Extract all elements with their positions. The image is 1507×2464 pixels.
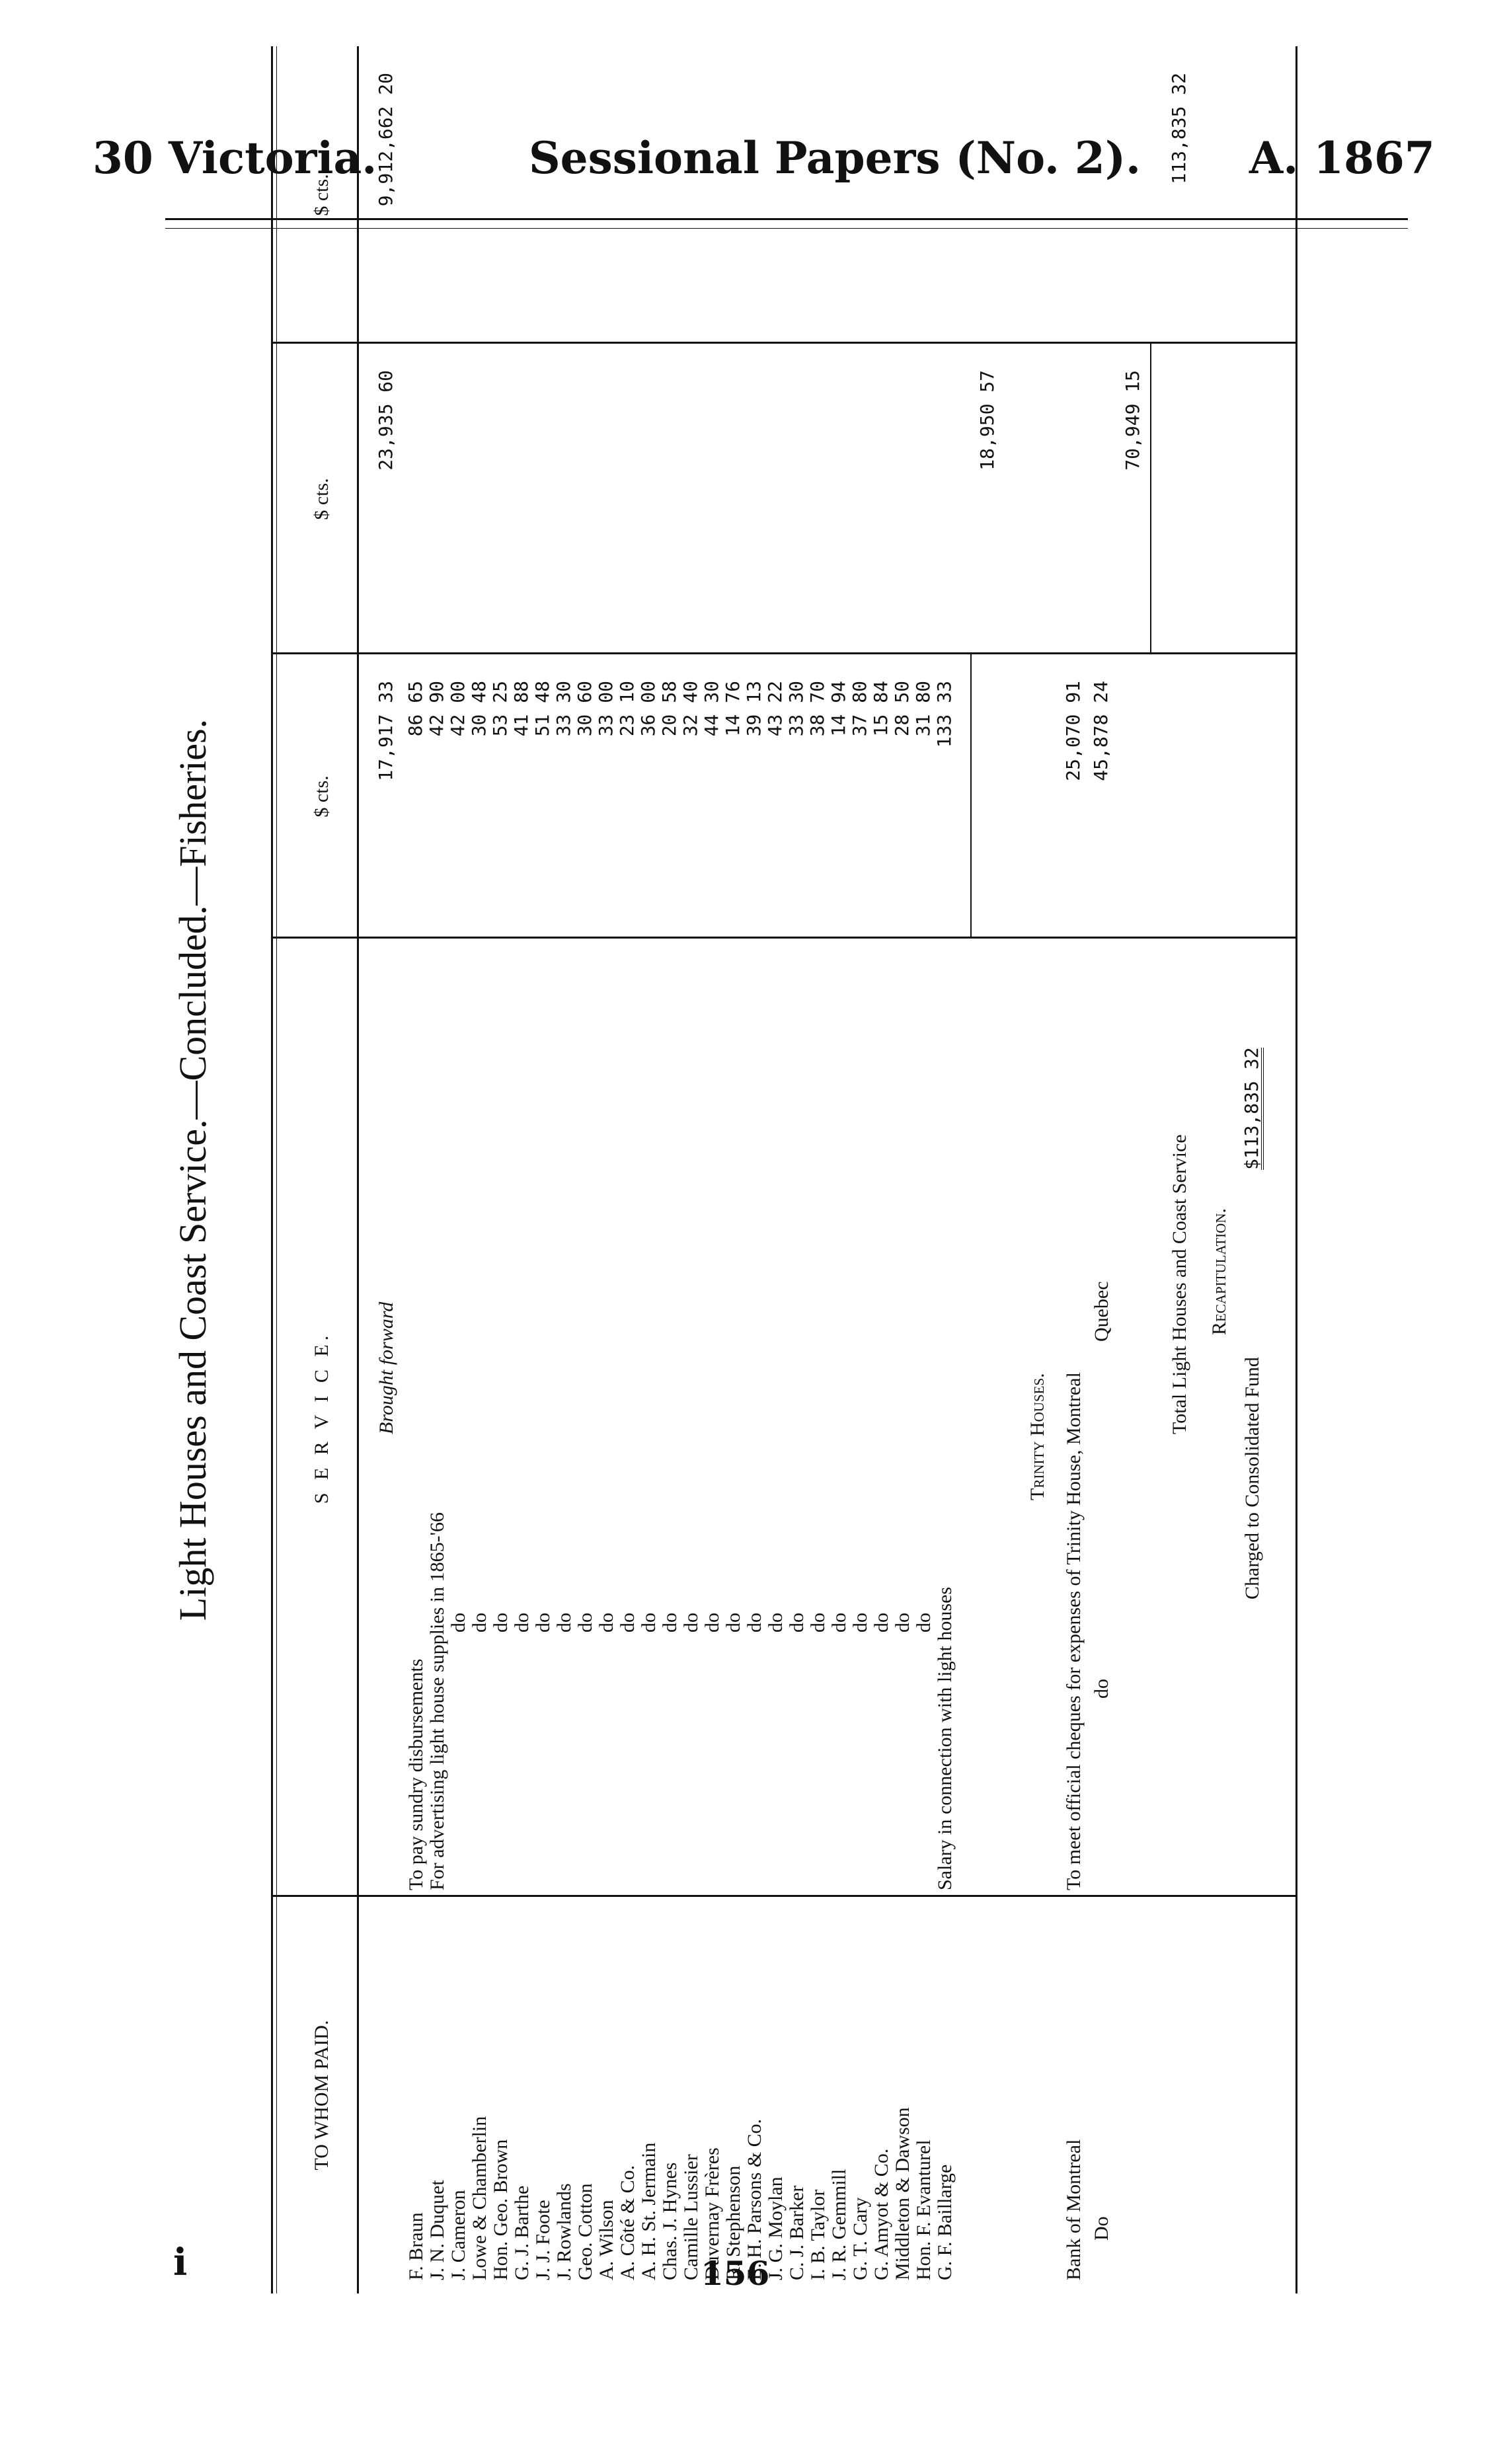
row-amount: 51 48 [531, 681, 553, 737]
row-paid: Middleton & Dawson [892, 2107, 913, 2280]
col-divider-4 [271, 342, 1295, 344]
row-service: do [638, 1613, 660, 1633]
row-amount: 33 30 [553, 681, 574, 737]
row-paid: R. Stephenson [722, 2165, 744, 2280]
row-amount: 14 76 [722, 681, 744, 737]
page-mark-left: i [173, 2241, 188, 2284]
row-service: do [574, 1613, 596, 1633]
row-paid: Lowe & Chamberlin [469, 2116, 490, 2280]
table-top-rule [271, 46, 273, 2293]
row-paid: J. Cameron [447, 2190, 469, 2280]
column-header-rule [357, 46, 359, 2293]
row-amount: 20 58 [658, 681, 680, 737]
row-paid: Hon. F. Evanturel [913, 2139, 935, 2280]
row-paid: A. H. St. Jermain [638, 2142, 660, 2280]
row-paid: J. J. Foote [532, 2200, 554, 2280]
row-paid: G. T. Cary [849, 2197, 871, 2280]
table-top-rule-2 [276, 46, 277, 2293]
row-paid: J. Rowlands [553, 2183, 575, 2280]
brought-forward-v2: 23,935 60 [375, 370, 397, 471]
row-paid: J. R. Gemmill [828, 2169, 850, 2280]
trinity-service-2: do Quebec [1091, 1281, 1112, 1699]
row-service: do [532, 1613, 554, 1633]
row-service: do [786, 1613, 808, 1633]
row-amount: 38 70 [806, 681, 828, 737]
row-paid: Camille Lussier [680, 2154, 702, 2280]
row-paid: Duvernay Frères [701, 2147, 723, 2280]
row-amount: 15 84 [870, 681, 892, 737]
row-amount: 32 40 [679, 681, 701, 737]
recap-label: Charged to Consolidated Fund [1241, 1357, 1263, 1599]
row-amount: 30 60 [574, 681, 596, 737]
row-service: do [870, 1613, 892, 1633]
recap-value: $113,835 32 [1241, 1047, 1262, 1170]
col-header-service: S E R V I C E. [311, 1331, 332, 1504]
row-service: do [490, 1613, 512, 1633]
table-bottom-rule [1295, 46, 1297, 2293]
row-amount: 28 50 [891, 681, 913, 737]
row-amount: 33 30 [785, 681, 807, 737]
row-service: do [701, 1613, 723, 1633]
row-service: do [553, 1613, 575, 1633]
row-paid: J. G. Moylan [765, 2176, 787, 2280]
row-paid: Geo. Cotton [574, 2183, 596, 2280]
row-paid: Hon. Geo. Brown [490, 2139, 512, 2280]
col-header-cur1: $ cts. [311, 775, 332, 818]
row-amount: 39 13 [743, 681, 765, 737]
row-amount: 33 00 [595, 681, 617, 737]
col-divider-1 [271, 1895, 1295, 1897]
row-amount: 53 25 [489, 681, 511, 737]
col-header-cur3: $ cts. [311, 174, 332, 216]
row-service: To pay sundry disbursements [405, 1658, 427, 1890]
row-service: do [913, 1613, 935, 1633]
row-service: do [765, 1613, 787, 1633]
row-amount: 41 88 [510, 681, 532, 737]
page-title: Light Houses and Coast Service.—Concluded.—Fisheries. [171, 718, 214, 1621]
row-paid: A. Côté & Co. [617, 2165, 638, 2280]
total-label: Total Light Houses and Coast Service [1169, 1134, 1190, 1434]
row-paid: C. J. Barker [786, 2185, 808, 2280]
total-rule [1150, 344, 1151, 654]
row-paid: G. F. Baillarge [934, 2164, 956, 2280]
col-header-cur2: $ cts. [311, 478, 332, 520]
subtotal-rule [970, 654, 972, 939]
row-amount: 42 90 [426, 681, 447, 737]
row-service: do [722, 1613, 744, 1633]
row-paid: A. Wilson [596, 2200, 617, 2280]
row-amount: 43 22 [764, 681, 786, 737]
header-left: 30 Victoria. [93, 132, 377, 184]
row-paid: J. N. Duquet [426, 2180, 448, 2280]
row-service: do [849, 1613, 871, 1633]
col-divider-2 [271, 937, 1295, 939]
row-paid: E. H. Parsons & Co. [744, 2118, 765, 2280]
row-amount: 86 65 [405, 681, 426, 737]
row-amount: 14 94 [828, 681, 849, 737]
brought-forward-v1: 17,917 33 [375, 681, 397, 781]
rotated-table-block [165, 46, 1322, 2293]
header-center: Sessional Papers (No. 2). [529, 132, 1141, 184]
row-paid: F. Braun [405, 2212, 427, 2280]
trinity-amount-2: 45,878 24 [1090, 681, 1112, 781]
row-paid: Chas. J. Hynes [659, 2162, 681, 2280]
row-amount: 42 00 [447, 681, 469, 737]
row-service: do [596, 1613, 617, 1633]
trinity-heading: Trinity Houses. [1026, 1373, 1048, 1500]
ledger-table [271, 46, 1395, 2293]
trinity-paid-2: Do [1091, 2216, 1112, 2241]
row-service: do [892, 1613, 913, 1633]
row-service: do [617, 1613, 638, 1633]
row-amount: 133 33 [933, 681, 955, 748]
row-service: do [828, 1613, 850, 1633]
row-service: do [680, 1613, 702, 1633]
row-amount: 30 48 [468, 681, 490, 737]
row-service: do [511, 1613, 533, 1633]
col-header-paid: TO WHOM PAID. [311, 2020, 332, 2171]
trinity-amount-1: 25,070 91 [1062, 681, 1084, 781]
row-amount: 23 10 [616, 681, 638, 737]
row-service: Salary in connection with light houses [934, 1586, 956, 1890]
page-number: 156 [701, 2254, 770, 2293]
row-service: do [807, 1613, 829, 1633]
brought-forward-v3: 9,912,662 20 [375, 73, 397, 207]
row-amount: 37 80 [849, 681, 870, 737]
row-service: do [744, 1613, 765, 1633]
row-service: do [659, 1613, 681, 1633]
recap-heading: Recapitulation. [1208, 1208, 1230, 1335]
row-amount: 31 80 [912, 681, 934, 737]
trinity-paid-1: Bank of Montreal [1063, 2139, 1085, 2280]
row-service: do [469, 1613, 490, 1633]
col-divider-3 [271, 652, 1295, 654]
row-service: do [447, 1613, 469, 1633]
subtotal-light-houses: 18,950 57 [976, 370, 998, 471]
trinity-subtotal: 70,949 15 [1122, 370, 1143, 471]
row-amount: 44 30 [701, 681, 722, 737]
row-paid: G. Amyot & Co. [870, 2148, 892, 2280]
brought-forward-label: Brought forward [375, 1301, 397, 1434]
row-paid: I. B. Taylor [807, 2189, 829, 2280]
row-amount: 36 00 [637, 681, 659, 737]
total-value: 113,835 32 [1168, 73, 1190, 184]
row-service: For advertising light house supplies in 1865-'66 [426, 1512, 448, 1890]
row-paid: G. J. Barthe [511, 2185, 533, 2280]
header-right: A. 1867 [1249, 132, 1435, 184]
trinity-service-1: To meet official cheques for expenses of Trinity House, Montreal [1063, 1372, 1085, 1890]
